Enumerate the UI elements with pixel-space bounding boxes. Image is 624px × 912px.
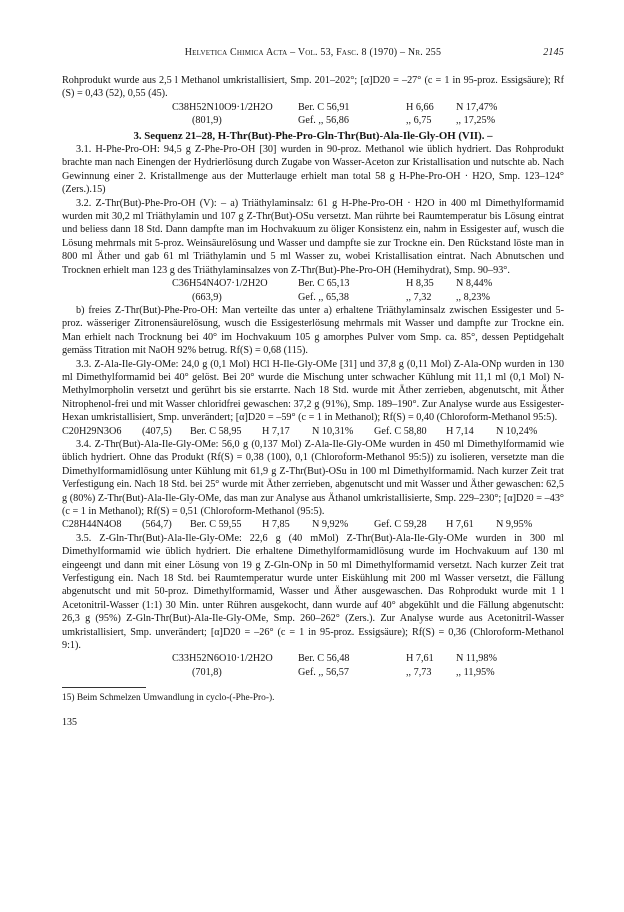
found-n: ,, 11,95% — [456, 666, 495, 678]
calc-n: N 17,47% — [456, 101, 498, 113]
calc-n: N 10,31% — [312, 425, 354, 437]
molecular-formula: C33H52N6O10·1/2H2O — [172, 653, 273, 665]
calc-c: Ber. C 65,13 — [298, 278, 350, 290]
paragraph: b) freies Z-Thr(But)-Phe-Pro-OH: Man verteilte das unter a) erhaltene Triäthylaminsalz zwischen Essigester und 5-proz. wässeriger Zitronensäurelösung, wusch die Essigesterlösung mehrmals mit Wasser und dampfte zur Trockne ein. Man erhielt nach Trocknung bei 40° im Hochvakuum 105 g amorphes Pulver vom Smp. ca. 85°, dessen Peptidgehalt gemäss Titration mit NaOH 92% betrug. Rf(S) = 0,68 (115). — [62, 304, 564, 357]
molecular-weight: (407,5) — [142, 425, 172, 437]
calc-n: N 11,98% — [456, 653, 497, 665]
calc-n: N 9,92% — [312, 519, 349, 531]
found-c: Gef. ,, 65,38 — [298, 291, 349, 303]
found-h: ,, 7,32 — [406, 291, 432, 303]
calc-h: H 7,61 — [406, 653, 434, 665]
sheet-number: 135 — [62, 716, 77, 728]
found-h: H 7,14 — [446, 425, 474, 437]
found-c: Gef. ,, 56,86 — [298, 115, 349, 127]
analysis-line — [172, 101, 564, 128]
molecular-weight: (564,7) — [142, 519, 172, 531]
journal-title: Helvetica Chimica Acta – Vol. 53, Fasc. 8 (1970) – Nr. 255 — [184, 47, 442, 58]
found-n: N 10,24% — [496, 425, 538, 437]
molecular-weight: (663,9) — [192, 291, 222, 303]
found-c: Gef. C 58,80 — [374, 425, 427, 437]
calc-h: H 6,66 — [406, 101, 434, 113]
paragraph: 3.1. H-Phe-Pro-OH: 94,5 g Z-Phe-Pro-OH [30] wurden in 90-proz. Methanol wie üblich hydriert. Das Rohprodukt brachte man nach Einengen der Hydrierlösung durch Zugabe von Wasser-Aceton zur Kristallisation und nutschte ab. Nach Gewinnung einer 2. Kristallmenge aus der Mutterlauge erhielt man total 58 g H-Phe-Pro-OH · H2O, Smp. 123–124° (Zers.).15) — [62, 144, 564, 196]
calc-c: Ber. C 56,48 — [298, 653, 350, 665]
molecular-weight: (801,9) — [192, 115, 222, 127]
calc-c: Ber. C 58,95 — [190, 425, 242, 437]
calc-c: Ber. C 56,91 — [298, 101, 350, 113]
paragraph: 3.3. Z-Ala-Ile-Gly-OMe: 24,0 g (0,1 Mol) HCl H-Ile-Gly-OMe [31] und 37,8 g (0,11 Mol) Z-Ala-ONp wurden in 130 ml Dimethylformamid bei 40° gelöst. Bei 20° wurde die Mischung unter schwacher Kühlung mit 11,1 ml (0,1 Mol) N-Methylmorpholin versetzt und gerührt bis sie erstarrte. Nach 18 Std. wurde mit Äther zerrieben, abgenutscht, mit Äther Nitrophenol-frei und mit Wasser chloridfrei gewaschen: 37,2 g (91%), Smp. 189–190°. Zur Analyse wurde aus Essigester-Hexan umkristallisiert, Smp. unverändert; [α]D20 = –59° (c = 1 in Methanol); Rf(S) = 0,40 (Chloroform-Methanol 95:5). — [62, 358, 564, 424]
article-body — [62, 74, 564, 729]
page-number: 2145 — [543, 47, 564, 58]
molecular-formula: C28H44N4O8 — [62, 519, 122, 531]
calc-h: H 8,35 — [406, 278, 434, 290]
calc-c: Ber. C 59,55 — [190, 519, 242, 531]
molecular-formula: C36H54N4O7·1/2H2O — [172, 278, 268, 290]
paragraph: Rohprodukt wurde aus 2,5 l Methanol umkristallisiert, Smp. 201–202°; [α]D20 = –27° (c = 1 in 95-proz. Essigsäure); Rf (S) = 0,43 (52), 0,55 (45). — [62, 75, 564, 100]
paragraph: 3.5. Z-Gln-Thr(But)-Ala-Ile-Gly-OMe: 22,6 g (40 mMol) Z-Thr(But)-Ala-Ile-Gly-OMe wurden in 300 ml Dimethylformamid wie üblich hydriert. Die erhaltene Dimethylformamidlösung wurde im Hochvakuum auf 130 ml eingeengt und dann mit einer Lösung von 19 g Z-Gln-ONp in 50 ml Dimethylformamid versetzt. Nach kurzer Zeit trat Verfestigung ein. Nach 18 Std. bei Raumtemperatur wurde unter Eiskühlung mit 200 ml Wasser versetzt, die Fällung abgenutscht und mit 50-proz. Dimethylformamid, Wasser und Äther ausgewaschen. Das Rohprodukt wurde mit 1 l Acetonitril-Wasser (1:1) 30 Min. unter Rühren ausgekocht, dann wurde auf 40° abgekühlt und die Fällung abgenutscht: 26,3 g (95%) Z-Gln-Thr(But)-Ala-Ile-Gly-OMe, Smp. 260–262° (Zers.). Zur Analyse wurde aus Acetonitril-Wasser umkristallisiert, Smp. unverändert; [α]D20 = –26° (c = 1 in 95-proz. Essigsäure); Rf(S) = 0,36 (Chloroform-Methanol 9:1). — [62, 532, 564, 652]
paragraph: 3.4. Z-Thr(But)-Ala-Ile-Gly-OMe: 56,0 g (0,137 Mol) Z-Ala-Ile-Gly-OMe wurden in 450 ml Dimethylformamid wie üblich hydriert. Ohne das Produkt (Rf(S) = 0,38 (100), 0,1 (Chloroform-Methanol 95:5)) zu isolieren, versetzte man die Dimethylformamidlösung unter Kühlung mit 61,9 g Z-Thr(But)-OSu in 100 ml Dimethylformamid. Nach kurzer Zeit trat Verfestigung ein. Nach 18 Std. bei 25° wurde mit Äther zerrieben, abgenutscht und mit Wasser und Äther gewaschen: 62,5 g (80%) Z-Thr(But)-Ala-Ile-Gly-OMe, das man zur Analyse aus Äthanol umkristallisierte, Smp. 229–230°; [α]D20 = –43° (c = 1 in Methanol); Rf(S) = 0,51 (Chloroform-Methanol (95:5). — [62, 438, 564, 517]
found-n: N 9,95% — [496, 519, 533, 531]
footnote-divider — [62, 687, 146, 688]
analysis-line — [62, 518, 564, 531]
found-n: ,, 8,23% — [456, 291, 490, 303]
analysis-line — [62, 425, 564, 438]
calc-h: H 7,85 — [262, 519, 290, 531]
analysis-line — [172, 652, 564, 679]
analysis-line — [172, 277, 564, 304]
molecular-weight: (701,8) — [192, 666, 222, 678]
running-header — [62, 47, 564, 63]
found-h: H 7,61 — [446, 519, 474, 531]
found-c: Gef. C 59,28 — [374, 519, 427, 531]
found-n: ,, 17,25% — [456, 115, 496, 127]
molecular-formula: C38H52N10O9·1/2H2O — [172, 101, 273, 113]
paragraph: 3.2. Z-Thr(But)-Phe-Pro-OH (V): – a) Triäthylaminsalz: 61 g H-Phe-Pro-OH · H2O in 400 ml Dimethylformamid wurden mit 30,2 ml Triäthylamin und 107 g Z-Thr(But)-OSu versetzt. Man rührte bei Raumtemperatur bis Lösung eintrat und beliess dann 18 Std. Dann dampfte man im Hochvakuum zu öliger Konsistenz ein, nahm in Essigester auf, wusch die Lösung mehrmals mit 5-proz. Weinsäurelösung und Wasser und dampfte sie zur Trockne ein. Den Rückstand löste man in 800 ml Äther und gab 61 ml Triäthylamin und 5 ml Wasser zu, wobei Kristallisation eintrat. Nach Abnutschen und Trocknen erhielt man 123 g des Triäthylaminsalzes von Z-Thr(But)-Phe-Pro-OH (Hemihydrat), Smp. 90–93°. — [62, 197, 564, 276]
found-c: Gef. ,, 56,57 — [298, 666, 349, 678]
molecular-formula: C20H29N3O6 — [62, 425, 122, 437]
calc-h: H 7,17 — [262, 425, 290, 437]
footnote: 15) Beim Schmelzen Umwandlung in cyclo-(-Phe-Pro-). — [62, 693, 275, 704]
section-heading: 3. Sequenz 21–28, H-Thr(But)-Phe-Pro-Gln-Thr(But)-Ala-Ile-Gly-OH (VII). – — [133, 129, 493, 142]
found-h: ,, 6,75 — [406, 115, 432, 127]
found-h: ,, 7,73 — [406, 666, 432, 678]
calc-n: N 8,44% — [456, 278, 493, 290]
